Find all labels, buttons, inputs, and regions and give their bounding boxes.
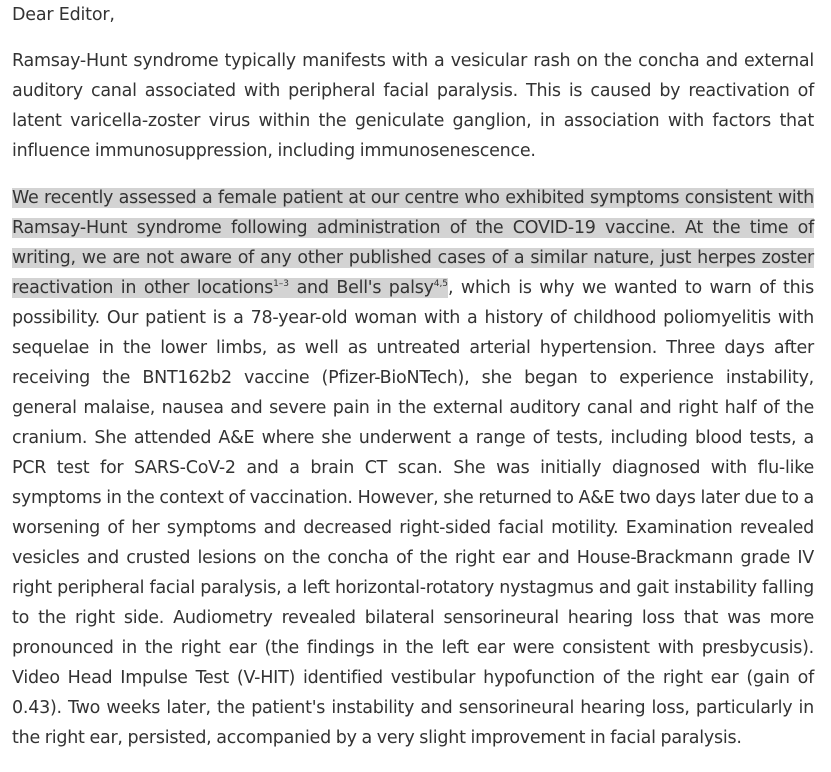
paragraph-case-report — [12, 183, 814, 753]
letter-body — [12, 0, 814, 753]
paragraph-intro: Ramsay-Hunt syndrome typically manifests with a vesicular rash on the concha and external auditory canal associated with peripheral facial paralysis. This is caused by reactivation of latent varicella-zoster virus within the geniculate ganglion, in association with factors that influence immunosuppression, including immunosenescence. — [12, 51, 814, 161]
case-report-text: , which is why we wanted to warn of this possibility. Our patient is a 78-year-old woman with a history of childhood poliomyelitis with sequelae in the lower limbs, as well as untreated arterial hypertension. Three days after receiving the BNT162b2 vaccine (Pfizer-BioNTech), she began to experience instability, general malaise, nausea and severe pain in the external auditory canal and right half of the cranium. She attended A&E where she underwent a range of tests, including blood tests, a PCR test for SARS-CoV-2 and a brain CT scan. She was initially diagnosed with flu-like symptoms in the context of vaccination. However, she returned to A&E two days later due to a worsening of her symptoms and decreased right-sided facial motility. Examination revealed vesicles and crusted lesions on the concha of the right ear and House-Brackmann grade IV right peripheral facial paralysis, a left horizontal-rotatory nystagmus and gait instability falling to the right side. Audiometry revealed bilateral sensorineural hearing loss that was more pronounced in the right ear (the findings in the left ear were consistent with presbycusis). Video Head Impulse Test (V-HIT) identified vestibular hypofunction of the right ear (gain of 0.43). Two weeks later, the patient's instability and sensorineural hearing loss, particularly in the right ear, persisted, accompanied by a very slight improvement in facial paralysis. — [12, 278, 814, 748]
letter-greeting: Dear Editor, — [12, 5, 115, 25]
reference-superscript[interactable]: 4,5 — [433, 279, 449, 289]
highlight-text-part-b: and Bell's palsy — [289, 278, 434, 298]
reference-superscript[interactable]: 1–3 — [273, 279, 290, 289]
highlight-text-part-a: We recently assessed a female patient at our centre who exhibited symptoms consistent with Ramsay-Hunt syndrome following administration of the COVID-19 vaccine. At the time of writing, we are not aware of any other published cases of a similar nature, just herpes zoster reactivation in other locations — [12, 188, 814, 298]
